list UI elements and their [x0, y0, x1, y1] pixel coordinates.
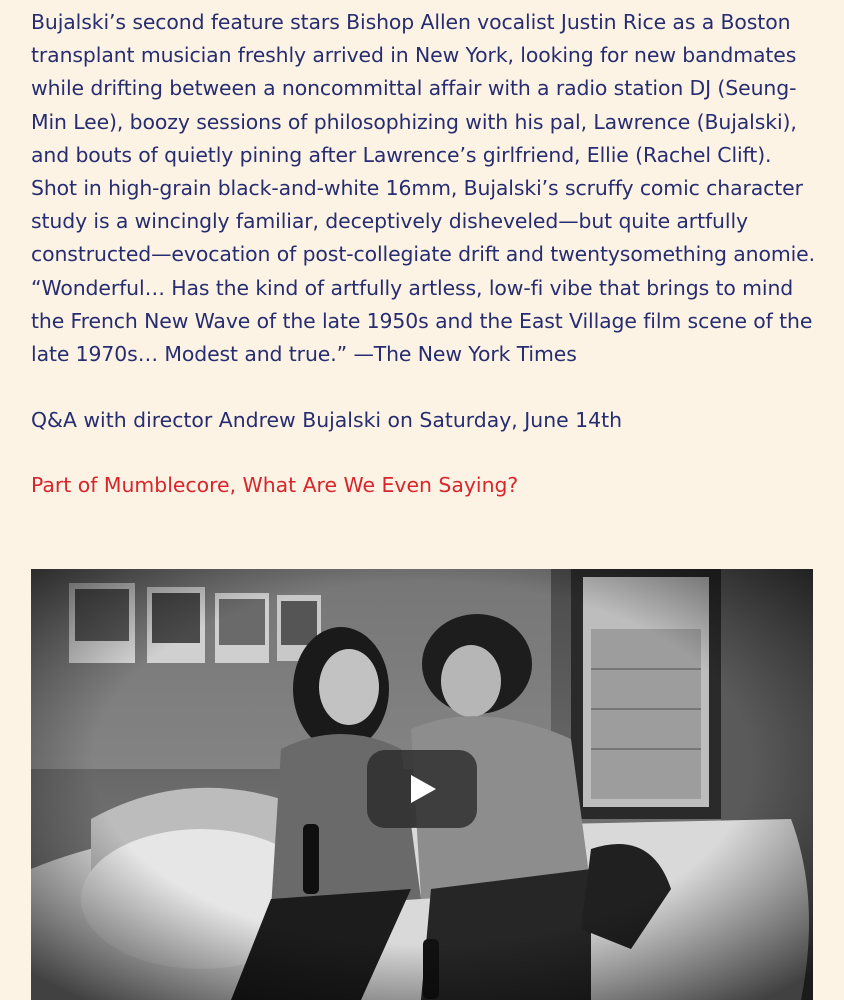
play-button[interactable] [367, 750, 477, 828]
series-link[interactable]: Part of Mumblecore, What Are We Even Saying? [31, 473, 519, 498]
qa-note: Q&A with director Andrew Bujalski on Saturday, June 14th [31, 408, 623, 433]
play-icon [405, 772, 439, 806]
video-player[interactable] [31, 569, 813, 1000]
film-description: Bujalski’s second feature stars Bishop Allen vocalist Justin Rice as a Boston transplant musician freshly arrived in New York, looking for new bandmates while drifting between a noncommittal affair with a radio station DJ (Seung-Min Lee), boozy sessions of philosophizing with his pal, Lawrence (Bujalski), and bouts of quietly pining after Lawrence’s girlfriend, Ellie (Rachel Clift). Shot in high-grain black-and-white 16mm, Bujalski’s scruffy comic character study is a wincingly familiar, deceptively disheveled—but quite artfully constructed—evocation of post-collegiate drift and twentysomething anomie. “Wonderful… Has the kind of artfully artless, low-fi vibe that brings to mind the French New Wave of the late 1950s and the East Village film scene of the late 1970s… Modest and true.” —The New York Times [31, 10, 815, 367]
page-margin [813, 569, 844, 1000]
film-detail-content [31, 6, 821, 503]
